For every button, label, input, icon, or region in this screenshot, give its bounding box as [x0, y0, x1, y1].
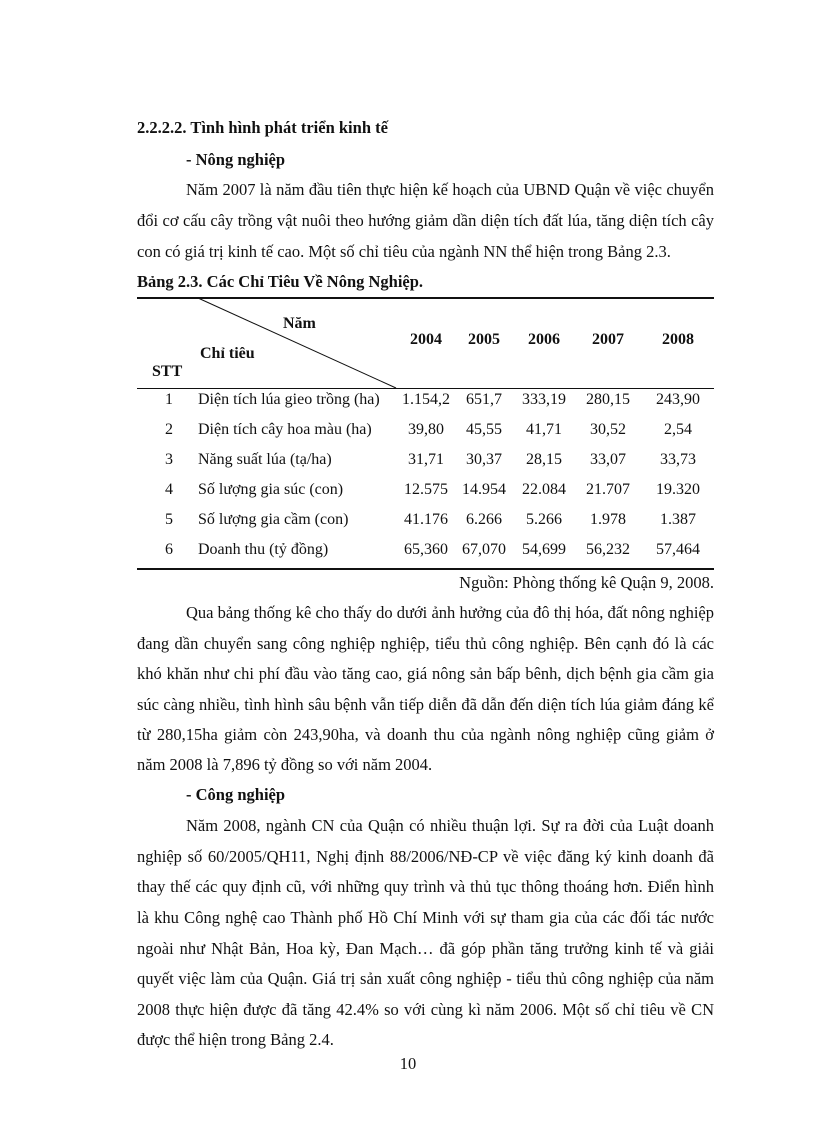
page-number: 10	[399, 1054, 417, 1073]
analysis-para-line: đang dần chuyển sang công nghiệp nghiệp, tiểu thủ công nghiệp. Bên cạnh đó là các	[137, 634, 714, 653]
agri-para-line: Năm 2007 là năm đầu tiên thực hiện kế hoạch của UBND Quận về việc chuyển	[186, 180, 714, 199]
section-heading: 2.2.2.2. Tình hình phát triển kinh tế	[137, 118, 388, 137]
industry-para-line: là khu Công nghệ cao Thành phố Hồ Chí Minh với sự tham gia của các đối tác nước	[137, 908, 714, 927]
row-value-2004: 39,80	[408, 421, 444, 438]
row-value-2007: 21.707	[586, 481, 630, 498]
agri-para-line: đổi cơ cấu cây trồng vật nuôi theo hướng giảm dần diện tích đất lúa, tăng diện tích cây	[137, 211, 714, 230]
row-value-2005: 45,55	[466, 421, 502, 438]
row-value-2006: 28,15	[526, 451, 562, 468]
row-value-2004: 31,71	[408, 451, 444, 468]
row-value-2007: 280,15	[586, 391, 630, 408]
row-indicator: Số lượng gia súc (con)	[198, 481, 344, 498]
row-value-2004: 1.154,2	[402, 391, 450, 408]
industry-subheading: - Công nghiệp	[186, 785, 286, 804]
row-stt: 4	[165, 481, 173, 498]
industry-para-line: quyết việc làm của Quận. Giá trị sản xuất công nghiệp - tiểu thủ công nghiệp của năm	[137, 969, 714, 988]
year-header-2008: 2008	[662, 331, 694, 348]
row-value-2008: 33,73	[660, 451, 696, 468]
row-value-2004: 41.176	[404, 511, 448, 528]
year-header-2006: 2006	[528, 331, 560, 348]
row-stt: 2	[165, 421, 173, 438]
row-value-2005: 30,37	[466, 451, 502, 468]
row-value-2008: 243,90	[656, 391, 700, 408]
year-header-2004: 2004	[410, 331, 442, 348]
table-caption: Bảng 2.3. Các Chỉ Tiêu Về Nông Nghiệp.	[137, 272, 424, 291]
row-value-2006: 333,19	[522, 391, 566, 408]
industry-para-line: thay thế các quy định cũ, với những quy trình và thủ tục thông thoáng hơn. Điển hình	[137, 877, 714, 896]
row-indicator: Năng suất lúa (tạ/ha)	[198, 451, 332, 468]
row-value-2004: 12.575	[404, 481, 448, 498]
row-stt: 1	[165, 391, 173, 408]
industry-para-line: được thể hiện trong Bảng 2.4.	[137, 1030, 334, 1049]
row-indicator: Diện tích lúa gieo trồng (ha)	[198, 391, 380, 408]
analysis-para-line: từ 280,15ha giảm còn 243,90ha, và doanh thu của ngành nông nghiệp cũng giảm ở	[137, 725, 714, 744]
row-value-2008: 57,464	[656, 541, 700, 558]
row-indicator: Diện tích cây hoa màu (ha)	[198, 421, 372, 438]
analysis-para-line: Qua bảng thống kê cho thấy do dưới ảnh hưởng của đô thị hóa, đất nông nghiệp	[186, 603, 714, 622]
row-value-2008: 19.320	[656, 481, 700, 498]
row-value-2005: 651,7	[466, 391, 502, 408]
row-value-2007: 1.978	[590, 511, 626, 528]
stt-header: STT	[152, 363, 183, 380]
row-value-2008: 1.387	[660, 511, 696, 528]
row-value-2006: 5.266	[526, 511, 562, 528]
row-stt: 6	[165, 541, 173, 558]
row-value-2005: 6.266	[466, 511, 502, 528]
table-source: Nguồn: Phòng thống kê Quận 9, 2008.	[459, 573, 714, 592]
agri-subheading: - Nông nghiệp	[186, 150, 286, 169]
industry-para-line: ngoài như Nhật Bản, Hoa kỳ, Đan Mạch… đã góp phần tăng trưởng kinh tế và giải	[137, 939, 714, 958]
industry-para-line: Năm 2008, ngành CN của Quận có nhiều thuận lợi. Sự ra đời của Luật doanh	[186, 816, 714, 835]
row-stt: 5	[165, 511, 173, 528]
row-value-2007: 33,07	[590, 451, 626, 468]
analysis-para-line: súc càng nhiều, tình hình sâu bệnh vẫn tiếp diễn đã dẫn đến diện tích lúa giảm đáng kể	[137, 695, 714, 714]
row-indicator: Doanh thu (tỷ đồng)	[198, 541, 329, 558]
row-value-2006: 54,699	[522, 541, 566, 558]
industry-para-line: 2008 thực hiện được đã tăng 42.4% so với cùng kì năm 2006. Một số chỉ tiêu về CN	[137, 1000, 714, 1019]
row-value-2006: 41,71	[526, 421, 562, 438]
year-header-2007: 2007	[592, 331, 624, 348]
analysis-para-line: khó khăn như chi phí đầu vào tăng cao, giá nông sản bấp bênh, dịch bệnh gia cầm gia	[137, 664, 714, 683]
row-value-2006: 22.084	[522, 481, 566, 498]
year-header-label: Năm	[283, 315, 316, 332]
industry-para-line: nghiệp số 60/2005/QH11, Nghị định 88/2006/NĐ-CP về việc đăng ký kinh doanh đã	[137, 847, 714, 866]
row-value-2005: 14.954	[462, 481, 506, 498]
agri-para-line: con có giá trị kinh tế cao. Một số chỉ tiêu của ngành NN thể hiện trong Bảng 2.3.	[137, 242, 671, 261]
row-indicator: Số lượng gia cầm (con)	[198, 511, 349, 528]
indicator-header-label: Chỉ tiêu	[200, 345, 255, 362]
row-stt: 3	[165, 451, 173, 468]
year-header-2005: 2005	[468, 331, 500, 348]
row-value-2008: 2,54	[664, 421, 692, 438]
row-value-2007: 56,232	[586, 541, 630, 558]
row-value-2007: 30,52	[590, 421, 626, 438]
row-value-2004: 65,360	[404, 541, 448, 558]
analysis-para-line: năm 2008 là 7,896 tỷ đồng so với năm 2004.	[137, 755, 433, 774]
row-value-2005: 67,070	[462, 541, 506, 558]
